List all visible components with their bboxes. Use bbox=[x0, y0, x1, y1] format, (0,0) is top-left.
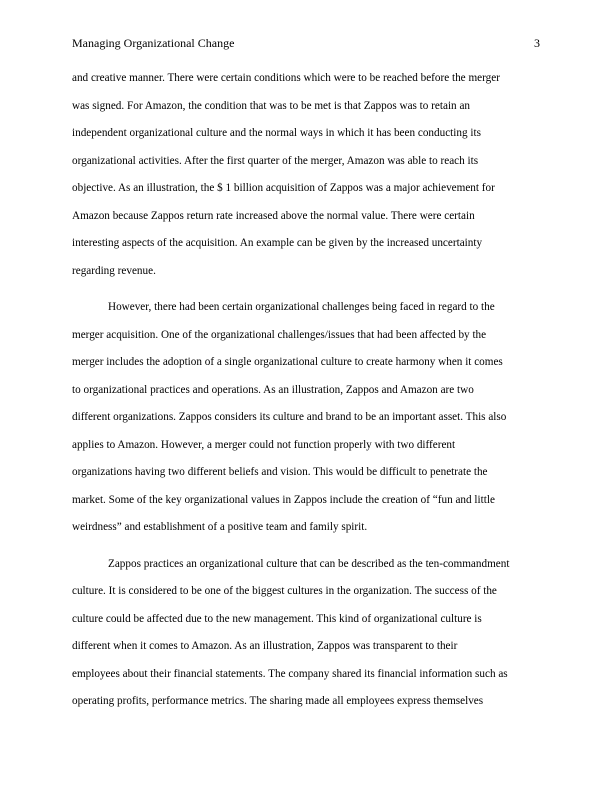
text-line: regarding revenue. bbox=[72, 264, 156, 277]
text-line: merger acquisition. One of the organizational challenges/issues that had been affected by the bbox=[72, 328, 487, 341]
text-line: applies to Amazon. However, a merger could not function properly with two different bbox=[72, 438, 456, 451]
paragraph-gap bbox=[72, 287, 552, 296]
paragraph-gap bbox=[72, 544, 552, 553]
text-line: independent organizational culture and the normal ways in which it has been conducting its bbox=[72, 127, 481, 139]
text-line: and creative manner. There were certain conditions which were to be reached before the merger bbox=[72, 72, 500, 84]
running-head: Managing Organizational Change bbox=[72, 36, 235, 50]
text-line: interesting aspects of the acquisition. An example can be given by the increased uncertainty bbox=[72, 237, 483, 249]
text-line: culture. It is considered to be one of the biggest cultures in the organization. The success of the bbox=[72, 585, 497, 597]
text-line: employees about their financial statements. The company shared its financial information such as bbox=[72, 667, 508, 680]
text-line: Amazon because Zappos return rate increased above the normal value. There were certain bbox=[72, 209, 475, 222]
text-line: merger includes the adoption of a single organizational culture to create harmony when it comes bbox=[72, 356, 503, 368]
paragraph-zappos-culture bbox=[72, 553, 552, 718]
text-line: weirdness” and establishment of a positive team and family spirit. bbox=[72, 521, 368, 533]
text-line: operating profits, performance metrics. The sharing made all employees express themselves bbox=[72, 695, 484, 707]
text-line: objective. As an illustration, the $ 1 billion acquisition of Zappos was a major achievement for bbox=[72, 182, 495, 194]
page-number: 3 bbox=[534, 36, 540, 50]
text-line: culture could be affected due to the new management. This kind of organizational culture is bbox=[72, 612, 482, 625]
text-line: organizations having two different beliefs and vision. This would be difficult to penetrate the bbox=[72, 466, 488, 478]
text-line: was signed. For Amazon, the condition that was to be met is that Zappos was to retain an bbox=[72, 99, 471, 112]
text-line: to organizational practices and operations. As an illustration, Zappos and Amazon are two bbox=[72, 383, 474, 396]
text-line: organizational activities. After the first quarter of the merger, Amazon was able to reach its bbox=[72, 154, 479, 167]
paragraph-merger-conditions bbox=[72, 67, 552, 287]
text-line: market. Some of the key organizational values in Zappos include the creation of “fun and little bbox=[72, 493, 495, 506]
text-line: different organizations. Zappos considers its culture and brand to be an important asset. This also bbox=[72, 411, 507, 423]
body-text bbox=[72, 67, 552, 718]
text-line-indented: Zappos practices an organizational culture that can be described as the ten-commandment bbox=[108, 557, 510, 570]
text-line: different when it comes to Amazon. As an illustration, Zappos was transparent to their bbox=[72, 640, 458, 652]
paragraph-organizational-challenges bbox=[72, 296, 552, 544]
text-line-indented: However, there had been certain organizational challenges being faced in regard to the bbox=[108, 301, 495, 313]
